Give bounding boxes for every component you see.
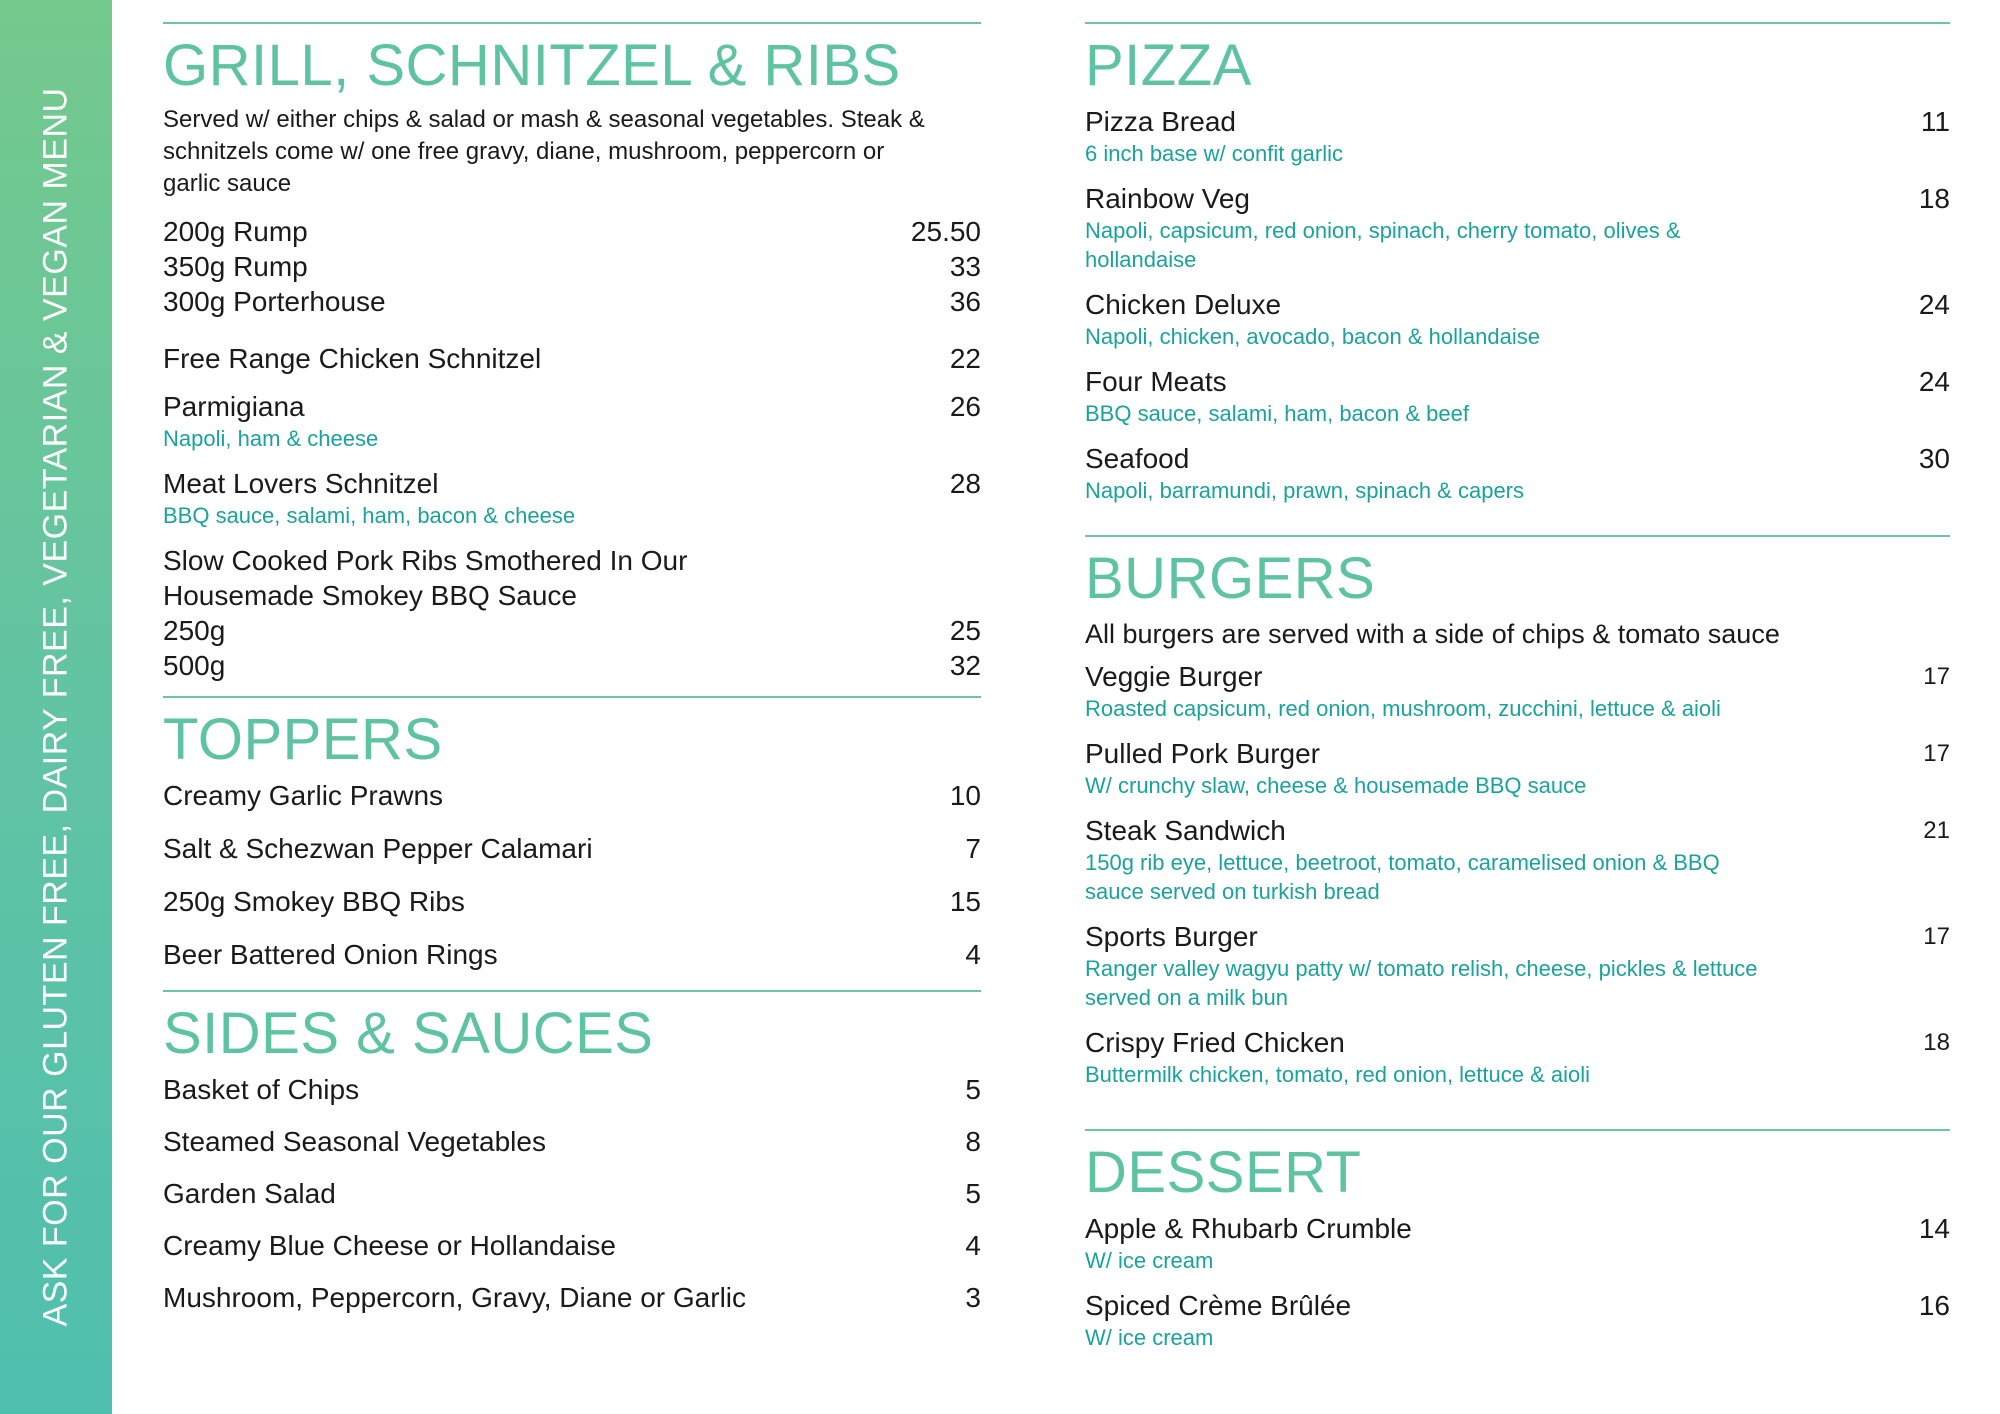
menu-item (163, 884, 981, 919)
item-price: 32 (949, 650, 981, 681)
item-description: W/ ice cream (1085, 1325, 1214, 1350)
rib-option (163, 613, 981, 648)
item-description: Napoli, chicken, avocado, bacon & hollandaise (1085, 324, 1540, 349)
item-name: Parmigiana (163, 391, 305, 422)
section-title-burgers: BURGERS (1085, 546, 1376, 611)
sidebar-text: ASK FOR OUR GLUTEN FREE, DAIRY FREE, VEGETARIAN & VEGAN MENU (36, 87, 75, 1327)
rib-size: 500g (163, 650, 226, 681)
item-price: 4 (965, 1230, 981, 1261)
item-price: 21 (1923, 817, 1950, 844)
menu-item (163, 1072, 981, 1107)
section-title-grill: GRILL, SCHNITZEL & RIBS (163, 33, 901, 98)
rib-option (163, 648, 981, 683)
sidebar-banner (0, 0, 112, 1414)
item-price: 16 (1918, 1290, 1950, 1321)
section-title-sides: SIDES & SAUCES (163, 1001, 654, 1066)
menu-item (1085, 659, 1950, 723)
item-price: 15 (949, 886, 981, 917)
item-price: 5 (965, 1178, 981, 1209)
item-price: 4 (965, 939, 981, 970)
item-name: Four Meats (1085, 366, 1227, 397)
item-name: Steamed Seasonal Vegetables (163, 1126, 546, 1157)
menu-item (1085, 1211, 1950, 1275)
menu-item (163, 249, 981, 284)
section-toppers (163, 696, 981, 972)
item-name: Slow Cooked Pork Ribs Smothered In Our Housemade Smokey BBQ Sauce (163, 545, 688, 611)
menu-item (1085, 813, 1950, 906)
item-description: 150g rib eye, lettuce, beetroot, tomato, caramelised onion & BBQ sauce served on turkish bread (1085, 850, 1720, 904)
menu-item (163, 937, 981, 972)
item-name: Creamy Garlic Prawns (163, 780, 444, 811)
menu-item-ribs (163, 543, 981, 683)
item-name: Steak Sandwich (1085, 815, 1286, 846)
item-price: 10 (949, 780, 981, 811)
item-price: 8 (965, 1126, 981, 1157)
item-name: Sports Burger (1085, 921, 1258, 952)
item-name: Spiced Crème Brûlée (1085, 1290, 1352, 1321)
item-name: Chicken Deluxe (1085, 289, 1282, 320)
item-name: Mushroom, Peppercorn, Gravy, Diane or Garlic (163, 1282, 747, 1313)
rib-size: 250g (163, 615, 226, 646)
item-price: 25.50 (910, 216, 981, 247)
menu-item (163, 284, 981, 319)
item-price: 17 (1923, 923, 1950, 950)
item-name: Seafood (1085, 443, 1190, 474)
item-price: 24 (1918, 366, 1950, 397)
item-name: Pulled Pork Burger (1085, 738, 1321, 769)
item-price: 25 (949, 615, 981, 646)
right-column (1085, 22, 1950, 1365)
section-title-pizza: PIZZA (1085, 33, 1252, 98)
section-pizza (1085, 22, 1950, 505)
item-price: 7 (965, 833, 981, 864)
grill-intro: Served w/ either chips & salad or mash & seasonal vegetables. Steak & schnitzels come w/ one free gravy, diane, mushroom, peppercorn or garlic sauce (163, 106, 925, 197)
item-description: 6 inch base w/ confit garlic (1085, 141, 1344, 166)
item-price: 17 (1923, 740, 1950, 767)
menu-item (1085, 919, 1950, 1012)
item-name: Creamy Blue Cheese or Hollandaise (163, 1230, 616, 1261)
item-price: 18 (1918, 183, 1950, 214)
item-name: Free Range Chicken Schnitzel (163, 343, 542, 374)
item-name: Basket of Chips (163, 1074, 360, 1105)
item-description: Roasted capsicum, red onion, mushroom, zucchini, lettuce & aioli (1085, 696, 1721, 721)
menu-item (163, 389, 981, 453)
item-description: W/ ice cream (1085, 1248, 1214, 1273)
section-grill (163, 22, 981, 683)
menu-item (163, 1124, 981, 1159)
section-title-dessert: DESSERT (1085, 1140, 1362, 1205)
item-price: 3 (965, 1282, 981, 1313)
item-price: 33 (949, 251, 981, 282)
menu-item (163, 778, 981, 813)
menu-item (1085, 1288, 1950, 1352)
menu-item (163, 214, 981, 249)
item-name: Meat Lovers Schnitzel (163, 468, 439, 499)
item-price: 18 (1923, 1029, 1950, 1056)
item-description: BBQ sauce, salami, ham, bacon & beef (1085, 401, 1469, 426)
item-name: Veggie Burger (1085, 661, 1263, 692)
menu-item (163, 466, 981, 530)
section-burgers (1085, 535, 1950, 1089)
item-description: Napoli, capsicum, red onion, spinach, cherry tomato, olives & hollandaise (1085, 218, 1681, 272)
menu-item (1085, 287, 1950, 351)
item-name: 350g Rump (163, 251, 308, 282)
item-price: 22 (949, 343, 981, 374)
item-name: Apple & Rhubarb Crumble (1085, 1213, 1412, 1244)
item-name: Beer Battered Onion Rings (163, 939, 498, 970)
item-price: 28 (949, 468, 981, 499)
item-description: Buttermilk chicken, tomato, red onion, lettuce & aioli (1085, 1062, 1591, 1087)
menu-item (1085, 181, 1950, 274)
menu-item (163, 1280, 981, 1315)
menu-item (163, 1176, 981, 1211)
section-dessert (1085, 1129, 1950, 1352)
item-name: 300g Porterhouse (163, 286, 386, 317)
item-description: BBQ sauce, salami, ham, bacon & cheese (163, 503, 576, 528)
left-column (163, 22, 981, 1332)
section-title-toppers: TOPPERS (163, 707, 443, 772)
item-description: Napoli, barramundi, prawn, spinach & capers (1085, 478, 1525, 503)
item-price: 36 (949, 286, 981, 317)
menu-item (163, 341, 981, 376)
item-name: Pizza Bread (1085, 106, 1236, 137)
item-name: Garden Salad (163, 1178, 336, 1209)
item-description: W/ crunchy slaw, cheese & housemade BBQ sauce (1085, 773, 1587, 798)
item-name: 200g Rump (163, 216, 308, 247)
item-name: Salt & Schezwan Pepper Calamari (163, 833, 593, 864)
burgers-intro: All burgers are served with a side of chips & tomato sauce (1085, 619, 1780, 649)
item-name: Rainbow Veg (1085, 183, 1251, 214)
item-name: Crispy Fried Chicken (1085, 1027, 1345, 1058)
item-price: 11 (1920, 106, 1950, 137)
item-price: 24 (1918, 289, 1950, 320)
section-sides (163, 990, 981, 1315)
menu-item (1085, 364, 1950, 428)
menu-item (1085, 104, 1950, 168)
item-description: Napoli, ham & cheese (163, 426, 379, 451)
menu-item (1085, 1025, 1950, 1089)
item-price: 30 (1918, 443, 1950, 474)
item-name: 250g Smokey BBQ Ribs (163, 886, 465, 917)
menu-item (163, 831, 981, 866)
menu-item (1085, 441, 1950, 505)
item-price: 5 (965, 1074, 981, 1105)
item-price: 17 (1923, 663, 1950, 690)
menu-item (1085, 736, 1950, 800)
steak-list (163, 214, 981, 319)
item-price: 14 (1918, 1213, 1950, 1244)
menu-item (163, 1228, 981, 1263)
item-price: 26 (949, 391, 981, 422)
item-description: Ranger valley wagyu patty w/ tomato relish, cheese, pickles & lettuce served on a milk bun (1085, 956, 1758, 1010)
